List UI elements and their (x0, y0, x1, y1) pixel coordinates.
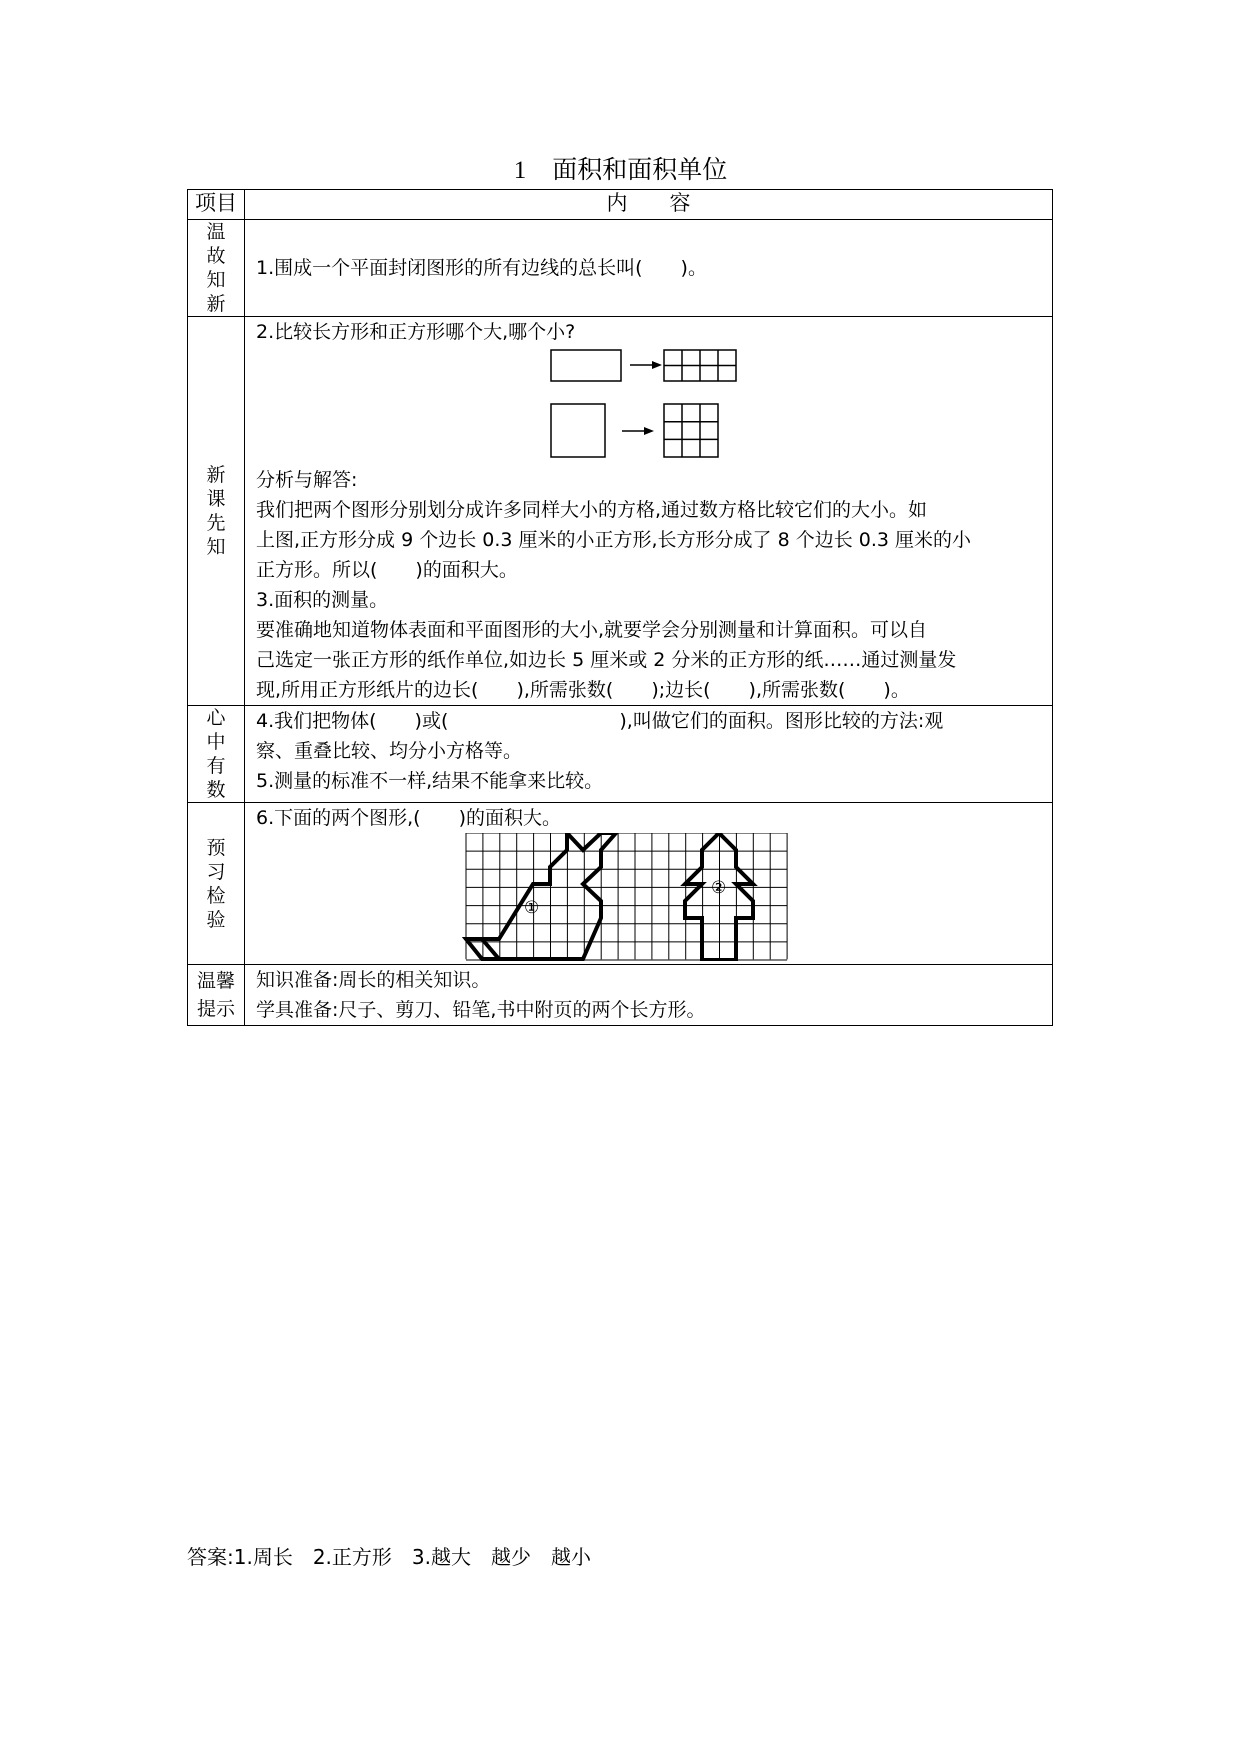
title-text: 面积和面积单位 (552, 155, 728, 184)
title-number: 1 (513, 157, 527, 184)
question-4-cont: 察、重叠比较、均分小方格等。 (256, 740, 523, 762)
header-content-label: 内 容 (606, 191, 691, 215)
analysis-heading: 分析与解答: (256, 469, 358, 491)
tip-knowledge: 知识准备:周长的相关知识。 (256, 969, 491, 991)
table-row (188, 706, 1053, 803)
table-row (188, 965, 1053, 1026)
row-content-cell (245, 965, 1053, 1026)
table-row (188, 803, 1053, 965)
row-label: 新课先知 (206, 464, 226, 558)
question-3: 3.面积的测量。 (256, 589, 389, 611)
measurement-line: 己选定一张正方形的纸作单位,如边长 5 厘米或 2 分米的正方形的纸……通过测量发 (256, 649, 957, 671)
question-1: 1.围成一个平面封闭图形的所有边线的总长叫( )。 (256, 257, 707, 279)
table-row (188, 220, 1053, 317)
header-cell-item (188, 190, 245, 220)
row-content-cell (245, 220, 1053, 317)
table-header-row (188, 190, 1053, 220)
row-label-cell (188, 965, 245, 1026)
row-label: 温馨提示 (196, 970, 235, 1020)
row-label-cell (188, 706, 245, 803)
row-label: 预习检验 (206, 836, 226, 931)
row-label-cell (188, 220, 245, 317)
question-2: 2.比较长方形和正方形哪个大,哪个小? (256, 321, 576, 343)
header-cell-content (245, 190, 1053, 220)
row-label: 温故知新 (206, 221, 226, 315)
row-content-cell (245, 317, 1053, 706)
measurement-line: 现,所用正方形纸片的边长( ),所需张数( );边长( ),所需张数( )。 (256, 679, 910, 701)
analysis-line: 我们把两个图形分别划分成许多同样大小的方格,通过数方格比较它们的大小。如 (256, 499, 928, 521)
question-6: 6.下面的两个图形,( )的面积大。 (256, 807, 561, 829)
answer-key: 答案:1.周长 2.正方形 3.越大 越少 越小 (187, 1545, 591, 1569)
grid-figures (256, 833, 1096, 961)
rectangle-square-figure (256, 347, 1096, 465)
measurement-line: 要准确地知道物体表面和平面图形的大小,就要学会分别测量和计算面积。可以自 (256, 619, 928, 641)
tip-tools: 学具准备:尺子、剪刀、铅笔,书中附页的两个长方形。 (256, 999, 706, 1021)
figure-1-label: ① (524, 898, 540, 918)
row-content-cell (245, 706, 1053, 803)
analysis-line: 上图,正方形分成 9 个边长 0.3 厘米的小正方形,长方形分成了 8 个边长 0.3 厘米的小 (256, 529, 972, 551)
row-label-cell (188, 317, 245, 706)
lesson-table (187, 189, 1053, 1026)
page-title (0, 154, 1241, 187)
row-label-cell (188, 803, 245, 965)
question-4: 4.我们把物体( )或( ),叫做它们的面积。图形比较的方法:观 (256, 710, 944, 732)
table-row (188, 317, 1053, 706)
figure-2-label: ② (711, 878, 727, 898)
analysis-line: 正方形。所以( )的面积大。 (256, 559, 518, 581)
row-content-cell (245, 803, 1053, 965)
header-item-label: 项目 (195, 191, 237, 215)
row-label: 心中有数 (206, 707, 226, 801)
figure-1-outline (466, 833, 616, 959)
question-5: 5.测量的标准不一样,结果不能拿来比较。 (256, 770, 604, 792)
